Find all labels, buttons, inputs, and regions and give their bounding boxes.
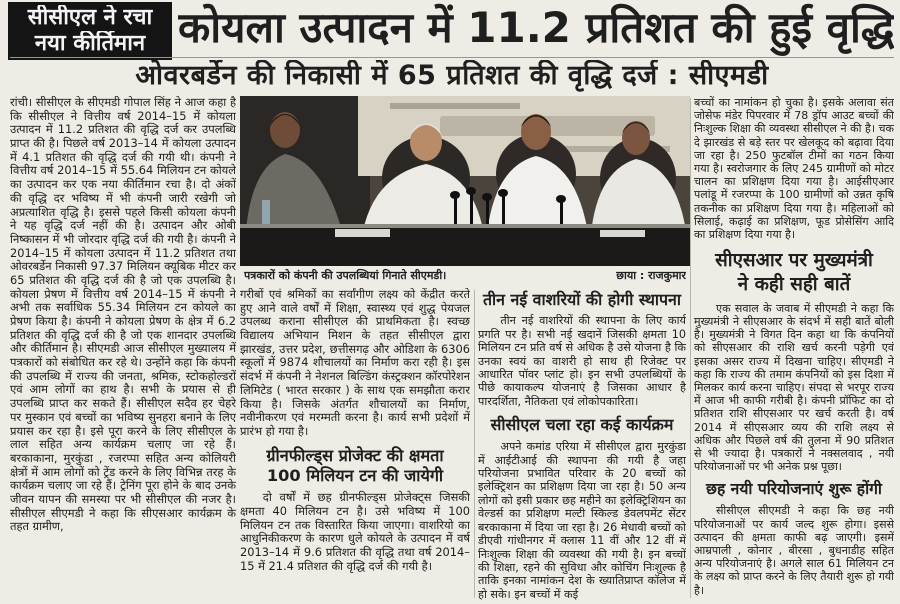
section-subheading xyxy=(694,249,894,296)
article-paragraph: सीसीएल सीएमडी ने कहा कि छह नयी परियोजनाओं पर कार्य जल्द शुरू होगा। इससे उत्पादन की क्षमता काफी बढ़ जाएगी। इसमें आम्रपाली , कोनार , बीरसा , बुधनाडीह सहित अन्य परियोजनाएं है। अगले साल 61 मिलियन टन के लक्ष्य को प्राप्त करने के लिए तैयारी शुरू हो गयी है। xyxy=(694,504,894,597)
microphone-stand xyxy=(560,200,563,226)
column-rule xyxy=(690,98,691,598)
article-column-2 xyxy=(240,288,470,600)
photo-credit: छाया : राजकुमार xyxy=(616,269,686,282)
person-head xyxy=(270,112,300,148)
section-subheading: छह नयी परियोजनाएं शुरू होंगी xyxy=(706,480,882,499)
kicker-line-1: सीसीएल ने रचा xyxy=(27,5,153,30)
papers xyxy=(335,229,390,237)
kicker-box xyxy=(8,2,172,60)
headline: कोयला उत्पादन में 11.2 प्रतिशत की हुई वृद्धि xyxy=(178,3,894,52)
water-bottle xyxy=(262,200,270,226)
section-subheading: सीसीएल चला रहा कई कार्यक्रम xyxy=(490,415,674,435)
subheading-line-2: ने कही सही बातें xyxy=(737,273,851,295)
microphone-stand xyxy=(486,198,489,226)
microphone-head xyxy=(556,195,566,203)
subheading-line-1: ग्रीनफील्ड्स प्रोजेक्ट की क्षमता xyxy=(266,445,444,465)
microphone-head xyxy=(450,191,460,199)
photo-caption-bar xyxy=(240,267,690,284)
subheading-line-2: 100 मिलियन टन की जायेगी xyxy=(266,466,444,486)
article-paragraph: बच्चों का नामांकन हो चुका है। इसके अलावा संत जोसेफ मंडेर पिपरवार में 78 ड्रॉप आउट बच्चों की निःशुल्क शिक्षा की व्यवस्था सीसीएल ने की है। चक दे झारखंड से बड़े स्तर पर खेलकूद को बढ़ावा दिया जा रहा है। 250 फुटबॉल टीमों का गठन किया गया है। स्वरोजगार के लिए 245 ग्रामीणों को मोटर चालन का प्रशिक्षण दिया गया है। आईसीएआर पलांडू में रजरप्पा के 100 ग्रामीणों को उन्नत कृषि तकनीक का प्रशिक्षण दिया गया है। महिलाओं को सिलाई, कढ़ाई का प्रशिक्षण, फूड प्रोसेसिंग आदि का प्रशिक्षण दिया गया है। xyxy=(694,96,894,241)
kicker-line-2: नया कीर्तिमान xyxy=(34,31,146,56)
headline-rule xyxy=(10,57,894,58)
article-paragraph: अपने कमांड एरिया में सीसीएल द्वारा मुरकुंडा में आईटीआई की स्थापना की गयी है जहा परियोजना प्रभावित परिवार के 20 बच्चों को इलेक्ट्रिशन का प्रशिक्षण दिया जा रहा है। 50 अन्य लोगों को इसी प्रकार छह महीने का इलेक्ट्रिशियन का वेल्डर्स का प्रशिक्षण मल्टी स्किल्ड डेवलपमेंट सेंटर बरकाकाना में दिया जा रहा है। 26 मेधावी बच्चों को डीएवी गांधीनगर में क्लास 11 वीं और 12 वीं में निःशुल्क शिक्षा की व्यवस्था की गयी है। इन बच्चों की शिक्षा, रहने की सुविधा और कोचिंग निःशुल्क है ताकि इनका नामांकन देश के ख्यातिप्राप्त कॉलेज में हो सके। इन बच्चों में कई xyxy=(478,440,686,600)
microphone-head xyxy=(482,193,492,201)
subheading-line-1: सीएसआर पर मुख्यमंत्री xyxy=(715,250,873,272)
microphone-stand xyxy=(454,196,457,226)
article-paragraph: रांची। सीसीएल के सीएमडी गोपाल सिंह ने आज कहा है कि सीसीएल ने वित्तीय वर्ष 2014–15 में कोयला उत्पादन में 11.2 प्रतिशत की वृद्धि दर्ज कर उपलब्धि प्राप्त की है। पिछले वर्ष 2013–14 में कोयला उत्पादन में 4.1 प्रतिशत की वृद्धि दर्ज की गयी थी। कंपनी ने वित्तीय वर्ष 2014–15 में 55.64 मिलियन टन कोयले का उत्पादन कर एक नया कीर्तिमान रचा है। दो अंकों की वृद्धि दर भविष्य में भी कंपनी जारी रखेगी जो अप्रत्याशित वृद्धि है। इससे पहले किसी कोयला कंपनी ने यह वृद्धि दर्ज नहीं की है। उत्पादन और ओबी निष्कासन में भी जोरदार वृद्धि दर्ज की गयी है। कंपनी ने 2014–15 में कोयला उत्पादन में 11.2 प्रतिशत तथा ओवरबर्डेन निकासी 97.37 मिलियन क्यूबिक मीटर कर 65 प्रतिशत की वृद्धि दर्ज की है जो एक उपलब्धि है। कोयला प्रेषण में वित्तीय वर्ष 2014–15 में कंपनी ने अभी तक सर्वाधिक 55.34 मिलियन टन कोयले का प्रेषण किया है। कंपनी ने कोयला प्रेषण के क्षेत्र में 6.2 प्रतिशत की वृद्धि दर्ज की है जो एक शानदार उपलब्धि और कीर्तिमान है। सीएमडी आज सीसीएल मुख्यालय में पत्रकारों को संबोधित कर रहे थे। उन्होंने कहा कि कंपनी की उपलब्धि में राज्य की जनता, श्रमिक, स्टोकहोल्डरों एवं आम लोगों का हाथ है। सभी के प्रयास से ही उपलब्धि प्राप्त कर सकते हैं। सीसीएल सदैव हर चेहरे पर मुस्कान एवं बच्चों का भविष्य सुनहरा बनाने के लिए प्रयास कर रहा है। इसे पूरा करने के लिए सीसीएल के लाल सहित अन्य कार्यक्रम चलाए जा रहे हैं। बरकाकाना, मुरकुंडा , रजरप्पा सहित अन्य कोलियरी क्षेत्रों में आम लोगों को ट्रेंड करने के लिए विभिन्न तरह के कार्यक्रम चलाए जा रहे हैं। ट्रेनिंग पूरा होने के बाद उनके जीवन यापन की समस्या पर भी सीसीएल की नजर है। सीसीएल सीएमडी ने कहा कि सीएसआर कार्यक्रम के तहत ग्रामीण, xyxy=(10,96,236,534)
section-subheading: तीन नई वाशरियों की होगी स्थापना xyxy=(482,289,681,309)
subheadline: ओवरबर्डेन की निकासी में 65 प्रतिशत की वृद्धि दर्ज : सीएमडी xyxy=(135,60,769,91)
press-conference-photo xyxy=(240,96,690,266)
microphone-head xyxy=(466,187,476,195)
microphone-stand xyxy=(502,194,505,226)
banner-graphic xyxy=(390,103,520,109)
article-column-3 xyxy=(478,288,686,600)
person-head xyxy=(622,121,650,155)
microphone-stand xyxy=(470,192,473,226)
microphone-head xyxy=(498,189,508,197)
article-column-1 xyxy=(10,96,236,600)
photo-caption: पत्रकारों को कंपनी की उपलब्धियां गिनाते सीएमडी। xyxy=(244,269,447,282)
article-column-4 xyxy=(694,96,894,600)
person-head xyxy=(521,114,551,150)
article-paragraph: एक सवाल के जवाब में सीएमडी ने कहा कि मुख्यमंत्री ने सीएसआर के संदर्भ में सही बातें बोली है। मुख्यमंत्री ने विगत दिन कहा था कि कंपनियों को सीएसआर की राशि खर्च करनी पड़ेगी एवं इसका असर राज्य में दिखना चाहिए। सीएमडी ने कहा कि राज्य की तमाम कंपनियों को इस दिशा में मिलकर कार्य करना चाहिए। संपदा से भरपूर राज्य में आज भी काफी गरीबी है। कंपनी प्रॉफिट का दो प्रतिशत राशि सीएसआर पर खर्च करती है। वर्ष 2014 में सीएसआर व्यय की राशि लक्ष्य से अधिक और पिछले वर्ष की तुलना में 90 प्रतिशत से भी ज्यादा है। पत्रकारों ने नक्सलवाद , नयी परियोजनाओं पर भी अनेक प्रश्न पूछा। xyxy=(694,301,894,474)
tablecloth-edge xyxy=(240,224,690,228)
section-subheading xyxy=(240,446,470,486)
article-paragraph: तीन नई वाशरियों की स्थापना के लिए कार्य प्रगति पर है। सभी नई खदानें जिसकी क्षमता 10 मिलियन टन प्रति वर्ष से अधिक है उसे योजना है कि उनका स्वयं का वाशरी हो साथ ही रिजेक्ट पर आधारित पॉवर प्लांट हो। इन सभी उपलब्धियों के पीछे कायाकल्प योजनाएं है जिसका आधार है पारदर्शिता, नैतिकता एवं लोकोपकारिता। xyxy=(478,314,686,408)
column-rule xyxy=(474,290,475,598)
article-paragraph: दो वर्षों में छह ग्रीनफील्ड्स प्रोजेक्ट्स जिसकी क्षमता 40 मिलियन टन है। उसे भविष्य में 100 मिलियन टन तक विस्तारित किया जाएगा। वाशरियो का आधुनिकीकरण के कारण धुले कोयले के उत्पादन में वर्ष 2013–14 में 9.6 प्रतिशत की वृद्धि तथा वर्ष 2014–15 में 21.4 प्रतिशत की वृद्धि दर्ज की गयी है। xyxy=(240,490,470,573)
article-paragraph: गरीबों एवं श्रमिकों का सर्वांगीण लक्ष्य को केंद्रीत करते हुए आने वाले वर्षों में शिक्षा, स्वास्थ्य एवं शुद्ध पेयजल उपलब्ध कराना सीसीएल की प्राथमिकता है। स्वच्छ विद्यालय अभियान मिशन के तहत सीसीएल द्वारा झारखंड, उत्तर प्रदेश, छत्तीसगढ़ और ओडिशा के 6306 स्कूलों में 9874 शौचालयों का निर्माण करा रही है। इस संदर्भ में कंपनी ने नेशनल बिल्डिंग कंस्ट्रक्शन कॉरपोरेशन लिमिटेड ( भारत सरकार ) के साथ एक समझौता करार किया है। जिसके अंतर्गत शौचालयों का निर्माण, नवीनीकरण एवं मरम्मती करना है। कार्य सभी प्रदेशों में प्रारंभ हो गया है। xyxy=(240,288,470,438)
papers xyxy=(600,230,645,237)
